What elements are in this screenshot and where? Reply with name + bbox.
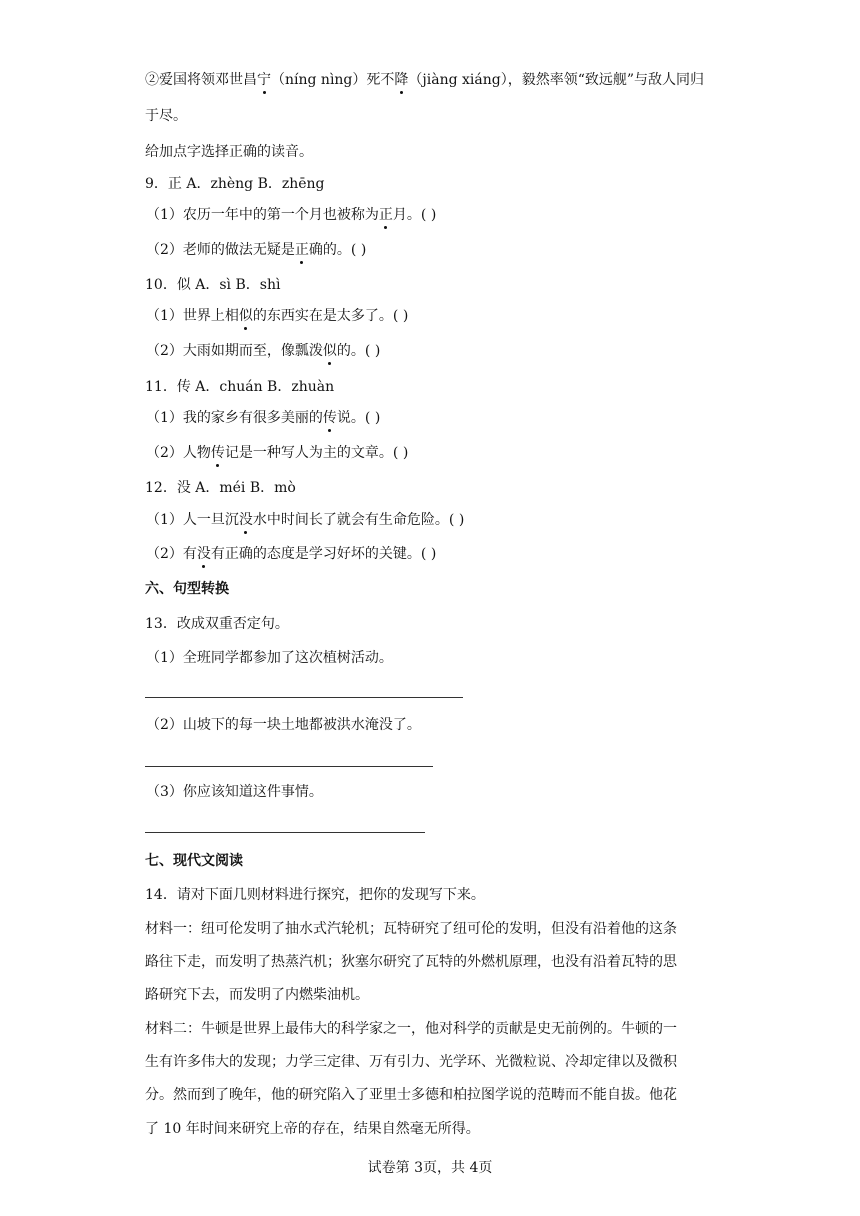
- intro-text: （jiàng xiáng），毅然率领“致远舰”与敌人同归: [408, 72, 705, 88]
- q11-sentence-2: [146, 443, 408, 463]
- intro-text: ②爱国将领邓世昌: [145, 72, 257, 88]
- material-2-line-1: 材料二：牛顿是世界上最伟大的科学家之一，他对科学的贡献是史无前例的。牛顿的一: [145, 1021, 677, 1037]
- page-footer: 试卷第 3页，共 4页: [367, 1160, 493, 1176]
- sentence-text: （2）老师的做法无疑是: [146, 242, 295, 258]
- dotted-char: 没: [238, 512, 253, 528]
- q12-sentence-2: [146, 544, 436, 564]
- answer-blank[interactable]: 月。( ): [392, 207, 437, 223]
- instruction: 给加点字选择正确的读音。: [145, 144, 313, 160]
- answer-blank[interactable]: 的。( ): [336, 343, 381, 359]
- dotted-char: 似: [238, 308, 253, 324]
- dotted-char: 传: [210, 445, 225, 461]
- q13-sentence-2: （2）山坡下的每一块土地都被洪水淹没了。: [146, 717, 421, 733]
- q10-sentence-1: [146, 306, 408, 326]
- dotted-char: 正: [378, 207, 393, 223]
- sentence-text: （2）有: [146, 546, 197, 562]
- answer-blank[interactable]: 说。( ): [336, 410, 381, 426]
- dotted-char: 正: [294, 242, 309, 258]
- section-6-title: 六、句型转换: [145, 581, 229, 597]
- sentence-text: （1）我的家乡有很多美丽的: [146, 410, 323, 426]
- answer-blank[interactable]: 有正确的态度是学习好坏的关键。( ): [210, 546, 437, 562]
- q9-stem: 9．正 A．zhèng B．zhēng: [145, 176, 325, 192]
- dotted-char: 宁: [257, 72, 271, 88]
- material-2-line-4: 了 10 年时间来研究上帝的存在，结果自然毫无所得。: [145, 1121, 480, 1137]
- q13-stem: 13．改成双重否定句。: [145, 616, 289, 632]
- intro-text: （níng nìng）死不: [271, 72, 395, 88]
- q10-sentence-2: [146, 341, 380, 361]
- q12-sentence-1: [146, 510, 464, 530]
- answer-line-3[interactable]: [145, 832, 425, 833]
- dotted-char: 没: [196, 546, 211, 562]
- dotted-char: 似: [322, 343, 337, 359]
- q13-sentence-1: （1）全班同学都参加了这次植树活动。: [146, 650, 393, 666]
- answer-line-2[interactable]: [145, 766, 433, 767]
- answer-line-1[interactable]: [145, 697, 463, 698]
- q11-stem: 11．传 A．chuán B．zhuàn: [145, 379, 335, 395]
- q11-sentence-1: [146, 408, 380, 428]
- material-1-line-2: 路往下走，而发明了热蒸汽机；狄塞尔研究了瓦特的外燃机原理，也没有沿着瓦特的思: [145, 954, 677, 970]
- dotted-char: 传: [322, 410, 337, 426]
- q13-sentence-3: （3）你应该知道这件事情。: [146, 784, 323, 800]
- answer-blank[interactable]: 确的。( ): [308, 242, 367, 258]
- answer-blank[interactable]: 记是一种写人为主的文章。( ): [224, 445, 409, 461]
- sentence-text: （1）世界上相: [146, 308, 239, 324]
- sentence-text: （2）人物: [146, 445, 211, 461]
- material-2-line-3: 分。然而到了晚年，他的研究陷入了亚里士多德和柏拉图学说的范畴而不能自拔。他花: [145, 1087, 677, 1103]
- answer-blank[interactable]: 的东西实在是太多了。( ): [252, 308, 409, 324]
- q9-sentence-2: [146, 240, 366, 260]
- section-7-title: 七、现代文阅读: [145, 853, 243, 869]
- intro-line-1: [145, 70, 704, 90]
- q10-stem: 10．似 A．sì B．shì: [145, 277, 281, 293]
- answer-blank[interactable]: 水中时间长了就会有生命危险。( ): [252, 512, 465, 528]
- q9-sentence-1: [146, 205, 436, 225]
- intro-line-2: 于尽。: [145, 108, 187, 124]
- sentence-text: （1）人一旦沉: [146, 512, 239, 528]
- q12-stem: 12．没 A．méi B．mò: [145, 480, 296, 496]
- material-1-line-1: 材料一：纽可伦发明了抽水式汽轮机；瓦特研究了纽可伦的发明，但没有沿着他的这条: [145, 921, 677, 937]
- q14-stem: 14．请对下面几则材料进行探究，把你的发现写下来。: [145, 887, 485, 903]
- sentence-text: （2）大雨如期而至，像瓢泼: [146, 343, 323, 359]
- material-2-line-2: 生有许多伟大的发现；力学三定律、万有引力、光学环、光微粒说、冷却定律以及微积: [145, 1054, 677, 1070]
- material-1-line-3: 路研究下去，而发明了内燃柴油机。: [145, 987, 369, 1003]
- dotted-char: 降: [394, 72, 409, 88]
- sentence-text: （1）农历一年中的第一个月也被称为: [146, 207, 379, 223]
